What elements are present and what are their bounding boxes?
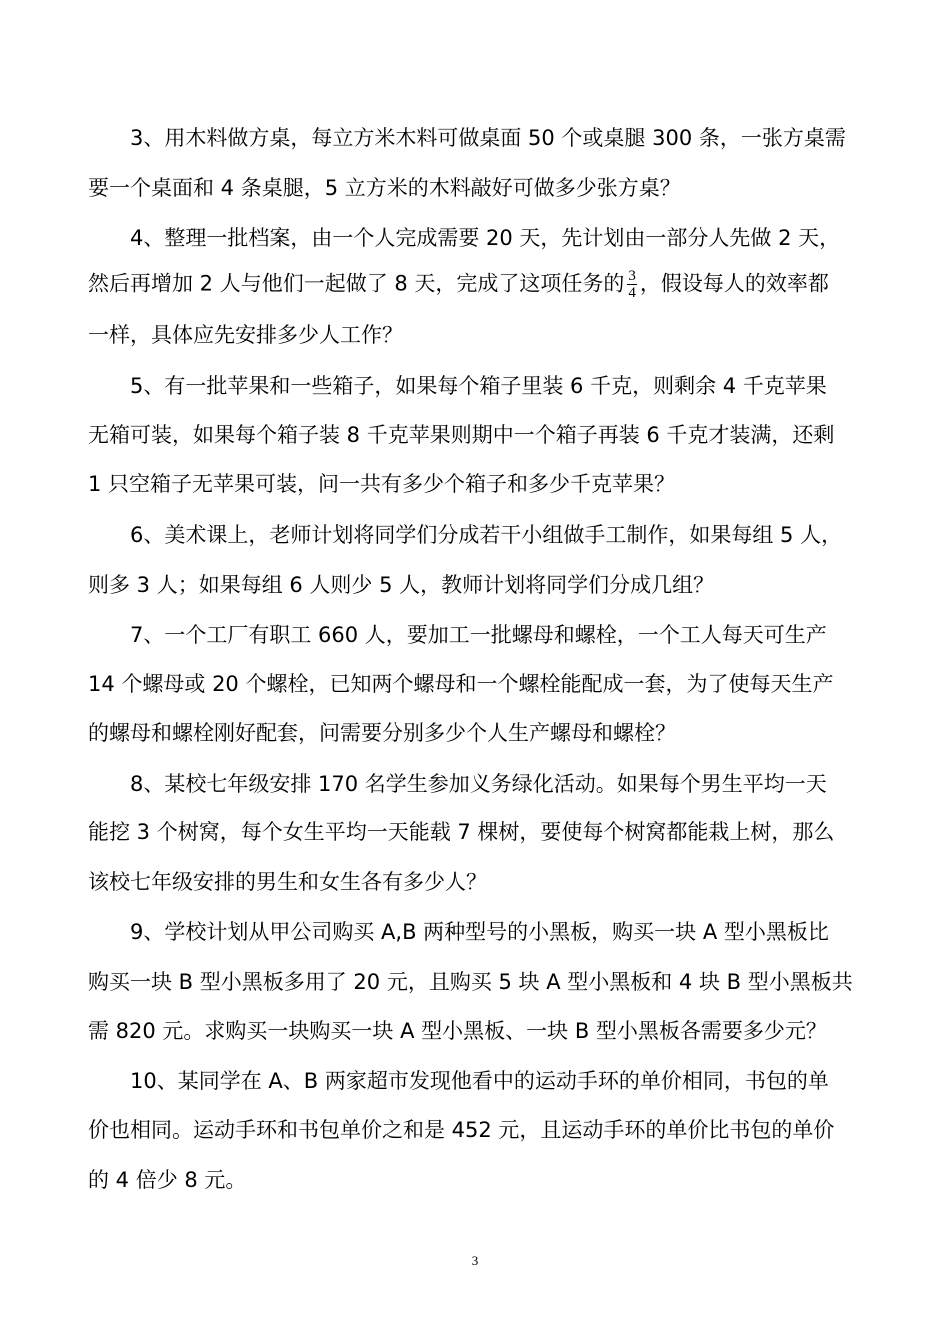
fraction-three-quarters	[627, 268, 637, 301]
problem-4-line-1: 4、整理一批档案，由一个人完成需要 20 天，先计划由一部分人先做 2 天，	[130, 226, 841, 250]
problem-6-line-1: 6、美术课上，老师计划将同学们分成若干小组做手工制作，如果每组 5 人，	[130, 523, 843, 547]
problem-5-line-1: 5、有一批苹果和一些箱子，如果每个箱子里装 6 千克，则剩余 4 千克苹果	[130, 374, 827, 398]
problem-9-line-2: 购买一块 B 型小黑板多用了 20 元，且购买 5 块 A 型小黑板和 4 块 B 型小黑板共	[88, 970, 853, 994]
fraction-denominator: 4	[628, 285, 636, 301]
problem-5-line-2: 无箱可装，如果每个箱子装 8 千克苹果则期中一个箱子再装 6 千克才装满，还剩	[88, 423, 835, 447]
problem-10-line-2: 价也相同。运动手环和书包单价之和是 452 元，且运动手环的单价比书包的单价	[88, 1118, 835, 1142]
problem-4-line-3: 一样，具体应先安排多少人工作？	[88, 323, 403, 347]
problem-4-line-2-text-a: 然后再增加 2 人与他们一起做了 8 天，完成了这项任务的	[88, 271, 625, 296]
problem-9-line-3: 需 820 元。求购买一块购买一块 A 型小黑板、一块 B 型小黑板各需要多少元？	[88, 1019, 827, 1043]
problem-8-line-3: 该校七年级安排的男生和女生各有多少人？	[88, 870, 487, 894]
problem-9-line-1: 9、学校计划从甲公司购买 A,B 两种型号的小黑板，购买一块 A 型小黑板比	[130, 920, 829, 944]
problem-7-line-3: 的螺母和螺栓刚好配套，问需要分别多少个人生产螺母和螺栓？	[88, 721, 676, 745]
problem-4-line-2	[88, 268, 829, 301]
problem-5-line-3: 1 只空箱子无苹果可装，问一共有多少个箱子和多少千克苹果？	[88, 472, 676, 496]
page-number: 3	[471, 1253, 479, 1268]
problem-6-line-2: 则多 3 人；如果每组 6 人则少 5 人，教师计划将同学们分成几组？	[88, 573, 715, 597]
problem-8-line-2: 能挖 3 个树窝，每个女生平均一天能载 7 棵树，要使每个树窝都能栽上树，那么	[88, 820, 835, 844]
problem-8-line-1: 8、某校七年级安排 170 名学生参加义务绿化活动。如果每个男生平均一天	[130, 772, 827, 796]
problem-3-line-1: 3、用木料做方桌，每立方米木料可做桌面 50 个或桌腿 300 条，一张方桌需	[130, 126, 846, 150]
problem-10-line-3: 的 4 倍少 8 元。	[88, 1168, 247, 1192]
problem-3-line-2: 要一个桌面和 4 条桌腿，5 立方米的木料敲好可做多少张方桌？	[88, 176, 681, 200]
problem-4-line-2-text-b: ，假设每人的效率都	[639, 271, 829, 296]
problem-7-line-1: 7、一个工厂有职工 660 人，要加工一批螺母和螺栓，一个工人每天可生产	[130, 623, 827, 647]
problem-7-line-2: 14 个螺母或 20 个螺栓，已知两个螺母和一个螺栓能配成一套，为了使每天生产	[88, 672, 834, 696]
fraction-numerator: 3	[628, 268, 636, 284]
problem-10-line-1: 10、某同学在 A、B 两家超市发现他看中的运动手环的单价相同，书包的单	[130, 1069, 829, 1093]
